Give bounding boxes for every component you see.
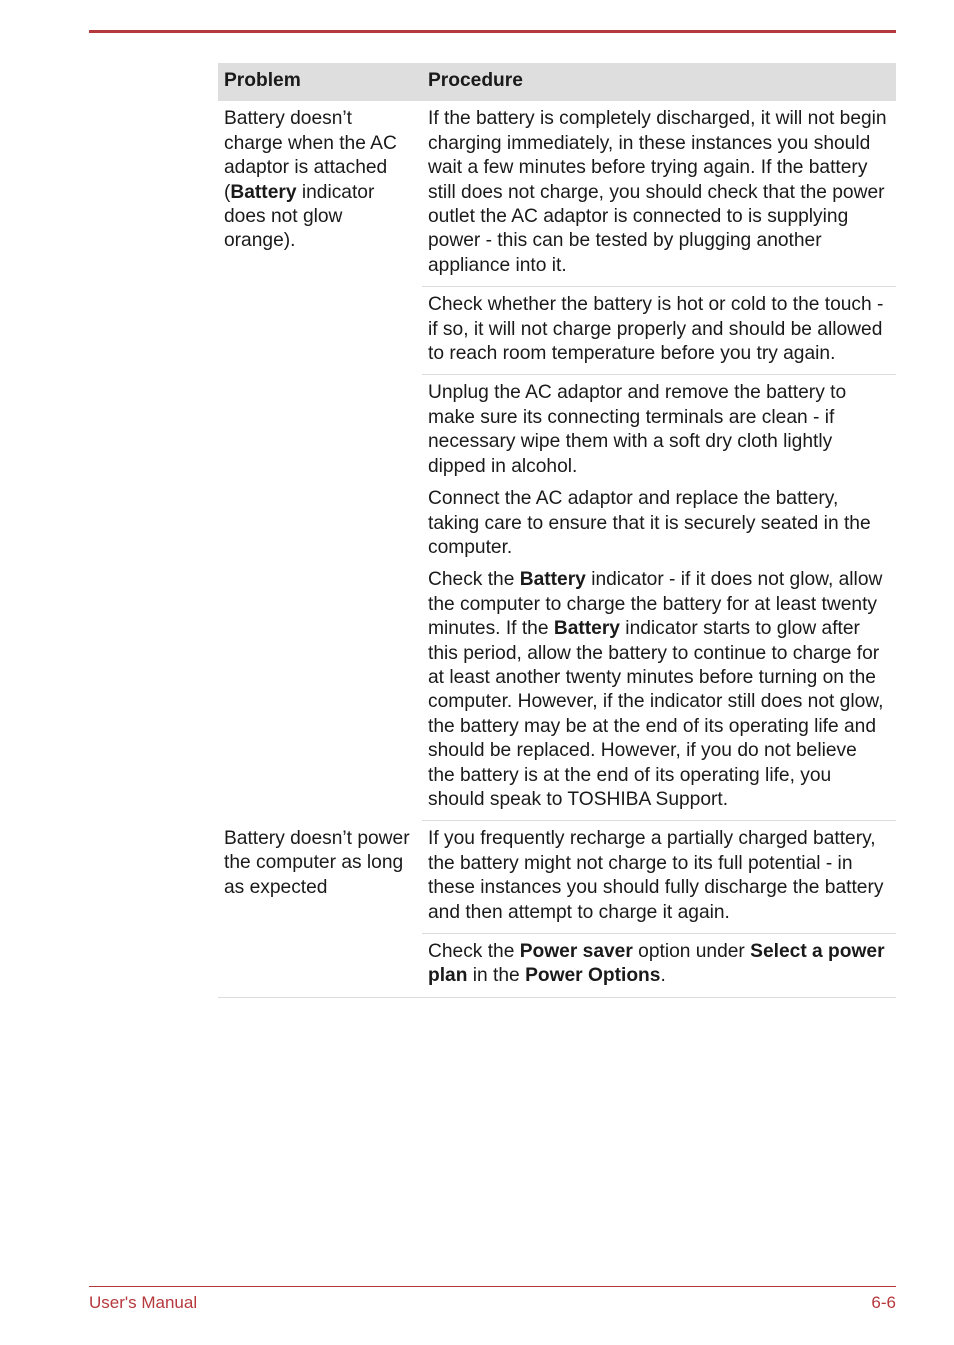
column-header-procedure: Procedure [422,63,896,101]
table-row [218,821,896,934]
procedure-text: Check the Battery indicator - if it does not glow, allow the computer to charge the battery for at least twenty minutes. If the Battery indicator starts to glow after this period, allow the battery to continue to charge for at least another twenty minutes before turning on the computer. However, if the indicator still does not glow, the battery may be at the end of its operating life and should be replaced. However, if you do not believe the battery is at the end of its operating life, you should speak to TOSHIBA Support. [428,569,884,810]
problem-cell: Battery doesn’t charge when the AC adaptor is attached (Battery indicator does not glow orange). [224,108,397,252]
column-header-problem: Problem [218,63,422,101]
battery-bold: Battery [230,181,297,203]
header-rule [89,30,896,33]
troubleshooting-table [218,63,896,998]
procedure-cell [422,934,896,998]
page-number: 6-6 [871,1293,896,1312]
table-header-row [218,63,896,101]
problem-cell: Battery doesn’t power the computer as long as expected [218,821,422,997]
procedure-cell [422,101,896,286]
procedure-text: Check the Power saver option under Select a power plan in the Power Options. [428,941,885,987]
procedure-text: If you frequently recharge a partially charged battery, the battery might not charge to its full potential - in these instances you should fully discharge the battery and then attempt to charge it again. [428,828,884,923]
procedure-text: If the battery is completely discharged, it will not begin charging immediately, in these instances you should wait a few minutes before trying again. If the battery still does not charge, you should check that the power outlet the AC adaptor is connected to is supplying power - this can be tested by plugging another appliance into it. [428,108,887,276]
procedure-cell [422,375,896,821]
footer-manual-title: User's Manual [89,1293,198,1312]
footer-rule [89,1286,896,1287]
table-row [218,101,896,286]
procedure-cell [422,287,896,375]
procedure-text: Connect the AC adaptor and replace the battery, taking care to ensure that it is securely seated in the computer. [428,488,871,558]
procedure-text: Check whether the battery is hot or cold to the touch - if so, it will not charge properly and should be allowed to reach room temperature before you try again. [428,294,884,365]
procedure-text: Unplug the AC adaptor and remove the battery to make sure its connecting terminals are clean - if necessary wipe them with a soft dry cloth lightly dipped in alcohol. [428,382,847,477]
procedure-cell [422,821,896,934]
